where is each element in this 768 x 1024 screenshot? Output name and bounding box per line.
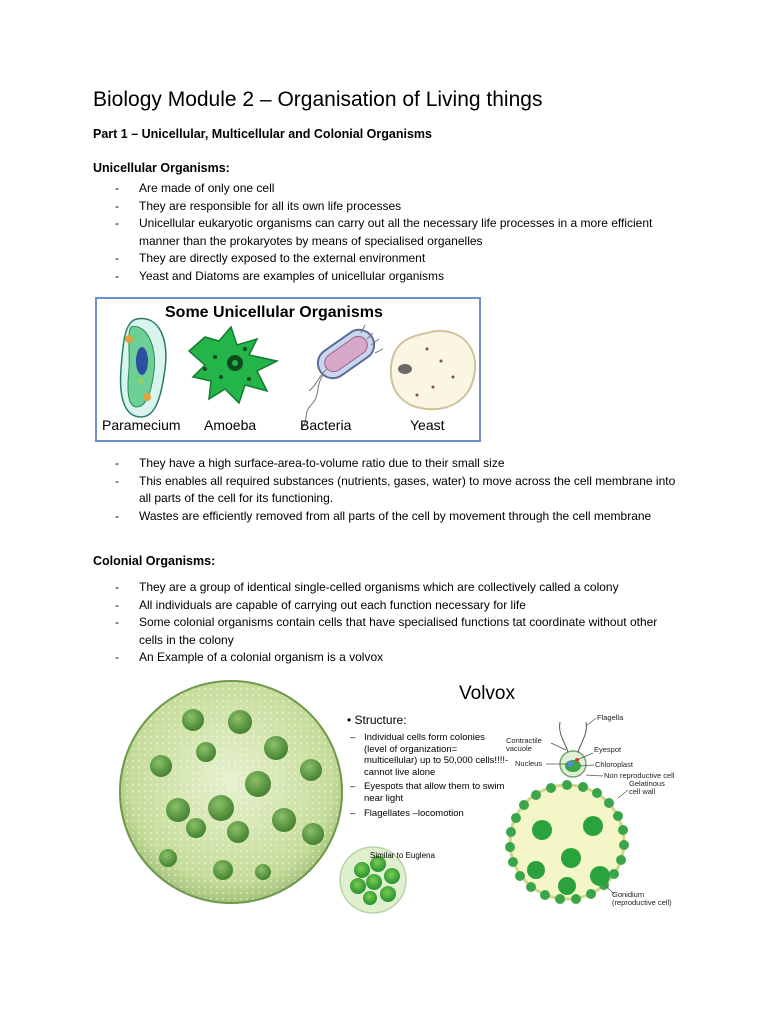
volvox-structure-list <box>350 732 510 822</box>
list-item: - Yeast and Diatoms are examples of unicellular organisms <box>93 268 683 286</box>
amoeba-drawing <box>189 327 277 403</box>
label-nucleus: Nucleus <box>515 759 543 768</box>
list-item: - Are made of only one cell <box>93 180 683 198</box>
list-item: - They are a group of identical single-celled organisms which are collectively called a colony <box>93 579 683 597</box>
figure-label-paramecium: Paramecium <box>102 417 181 433</box>
structure-label: • Structure: <box>347 713 407 727</box>
volvox-note: Similar to Euglena <box>370 851 435 860</box>
unicellular-heading: Unicellular Organisms: <box>93 161 230 175</box>
list-item: - An Example of a colonial organism is a volvox <box>93 649 683 667</box>
label-contractile-vacuole: Contractile vacuole <box>506 736 542 753</box>
bacteria-drawing <box>301 324 383 429</box>
figure-title: Some Unicellular Organisms <box>165 304 383 321</box>
unicellular-organisms-figure <box>95 297 481 442</box>
label-gelatinous-cell-wall: Gelatinous cell wall <box>629 779 665 796</box>
list-item: - Unicellular eukaryotic organisms can carry out all the necessary life processes in a more efficient manner than the prokaryotes by means of specialised organelles <box>93 215 683 250</box>
structure-label-text: Structure: <box>354 713 407 727</box>
label-chloroplast: Chloroplast <box>595 760 633 769</box>
label-flagella: Flagella <box>597 713 624 722</box>
list-item: - Some colonial organisms contain cells that have specialised functions tat coordinate without other cells in the colony <box>93 614 683 649</box>
colonial-bullet-list <box>93 579 683 667</box>
part-heading: Part 1 – Unicellular, Multicellular and Colonial Organisms <box>93 127 432 141</box>
yeast-drawing <box>391 331 475 409</box>
list-item: - They are directly exposed to the external environment <box>93 250 683 268</box>
paramecium-drawing <box>121 319 166 417</box>
figure-label-amoeba: Amoeba <box>204 417 257 433</box>
page-title: Biology Module 2 – Organisation of Living things <box>93 88 543 111</box>
volvox-figure <box>118 680 678 915</box>
list-item: – Flagellates –locomotion <box>350 808 510 820</box>
list-item: - This enables all required substances (nutrients, gases, water) to move across the cell membrane into all parts of the cell for its functioning. <box>93 473 683 508</box>
label-eyespot: Eyespot <box>594 745 622 754</box>
figure-label-yeast: Yeast <box>410 417 445 433</box>
unicellular-bullet-list <box>93 180 683 286</box>
label-gonidium: Gonidium (reproductive cell) <box>612 890 672 907</box>
unicellular-bullet-list-2 <box>93 455 683 525</box>
list-item: - All individuals are capable of carrying out each function necessary for life <box>93 597 683 615</box>
volvox-colony-photo <box>119 680 343 904</box>
list-item: – Individual cells form colonies (level of organization= multicellular) up to 50,000 cells!!!!- cannot live alone <box>350 732 510 778</box>
list-item: - Wastes are efficiently removed from all parts of the cell by movement through the cell membrane <box>93 508 683 526</box>
list-item: - They are responsible for all its own life processes <box>93 198 683 216</box>
volvox-title: Volvox <box>459 683 515 704</box>
list-item: - They have a high surface-area-to-volume ratio due to their small size <box>93 455 683 473</box>
list-item: – Eyespots that allow them to swim near light <box>350 781 510 804</box>
label-non-reproductive-cell: Non reproductive cell <box>604 771 675 780</box>
figure-label-bacteria: Bacteria <box>300 417 352 433</box>
colonial-heading: Colonial Organisms: <box>93 554 216 568</box>
